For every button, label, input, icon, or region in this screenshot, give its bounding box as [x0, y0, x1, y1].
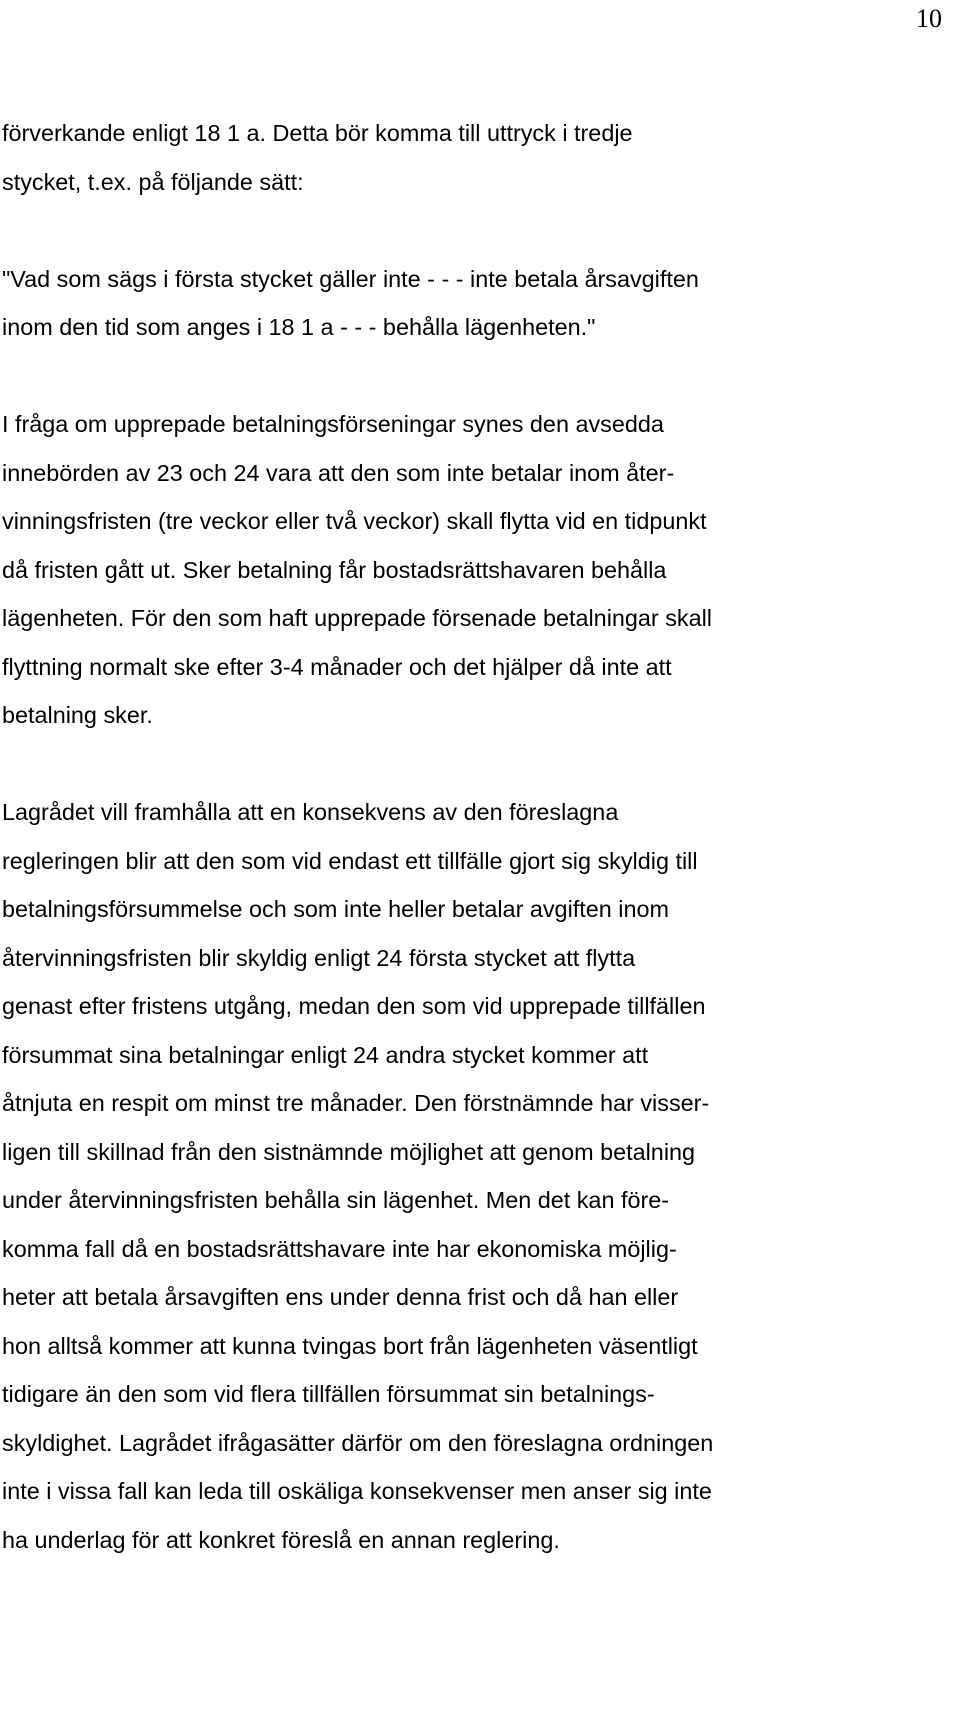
text-line: genast efter fristens utgång, medan den som vid upprepade tillfällen — [2, 993, 706, 1019]
paragraph-gap — [2, 352, 952, 401]
text-line: flyttning normalt ske efter 3-4 månader och det hjälper då inte att — [2, 653, 672, 680]
text-line: åtnjuta en respit om minst tre månader. Den förstnämnde har visser- — [2, 1090, 710, 1116]
text-line: då fristen gått ut. Sker betalning får bostadsrättshavaren behålla — [2, 556, 667, 583]
text-line: inte i vissa fall kan leda till oskäliga konsekvenser men anser sig inte — [2, 1478, 712, 1504]
text-line: inom den tid som anges i 18 1 a - - - behålla lägenheten." — [2, 314, 596, 340]
text-line: hon alltså kommer att kunna tvingas bort från lägenheten väsentligt — [2, 1332, 698, 1359]
text-line: innebörden av 23 och 24 vara att den som inte betalar inom åter- — [2, 459, 675, 486]
text-line: "Vad som sägs i första stycket gäller inte - - - inte betala årsavgiften — [2, 265, 699, 292]
paragraph — [2, 109, 952, 206]
text-line: lägenheten. För den som haft upprepade försenade betalningar skall — [2, 605, 712, 631]
document-body — [2, 109, 952, 1564]
text-line: skyldighet. Lagrådet ifrågasätter därför om den föreslagna ordningen — [2, 1429, 714, 1456]
text-line: vinningsfristen (tre veckor eller två veckor) skall flytta vid en tidpunkt — [2, 508, 707, 534]
text-line: regleringen blir att den som vid endast ett tillfälle gjort sig skyldig till — [2, 847, 698, 874]
text-line: komma fall då en bostadsrättshavare inte har ekonomiska möjlig- — [2, 1235, 677, 1262]
text-line: I fråga om upprepade betalningsförseningar synes den avsedda — [2, 411, 664, 437]
page-number: 10 — [916, 4, 942, 33]
text-line: ha underlag för att konkret föreslå en annan reglering. — [2, 1526, 560, 1553]
text-line: stycket, t.ex. på följande sätt: — [2, 168, 304, 195]
paragraph — [2, 788, 952, 1564]
paragraph — [2, 400, 952, 740]
text-line: förverkande enligt 18 1 a. Detta bör komma till uttryck i tredje — [2, 120, 633, 146]
paragraph — [2, 255, 952, 352]
text-line: betalningsförsummelse och som inte heller betalar avgiften inom — [2, 896, 669, 922]
text-line: betalning sker. — [2, 702, 153, 728]
text-line: ligen till skillnad från den sistnämnde möjlighet att genom betalning — [2, 1138, 696, 1165]
text-line: heter att betala årsavgiften ens under denna frist och då han eller — [2, 1284, 679, 1310]
paragraph-gap — [2, 206, 952, 255]
text-line: återvinningsfristen blir skyldig enligt 24 första stycket att flytta — [2, 944, 636, 971]
text-line: tidigare än den som vid flera tillfällen försummat sin betalnings- — [2, 1381, 655, 1407]
text-line: Lagrådet vill framhålla att en konsekvens av den föreslagna — [2, 799, 619, 825]
text-line: under återvinningsfristen behålla sin lägenhet. Men det kan före- — [2, 1187, 670, 1213]
text-line: försummat sina betalningar enligt 24 andra stycket kommer att — [2, 1041, 649, 1068]
paragraph-gap — [2, 740, 952, 789]
